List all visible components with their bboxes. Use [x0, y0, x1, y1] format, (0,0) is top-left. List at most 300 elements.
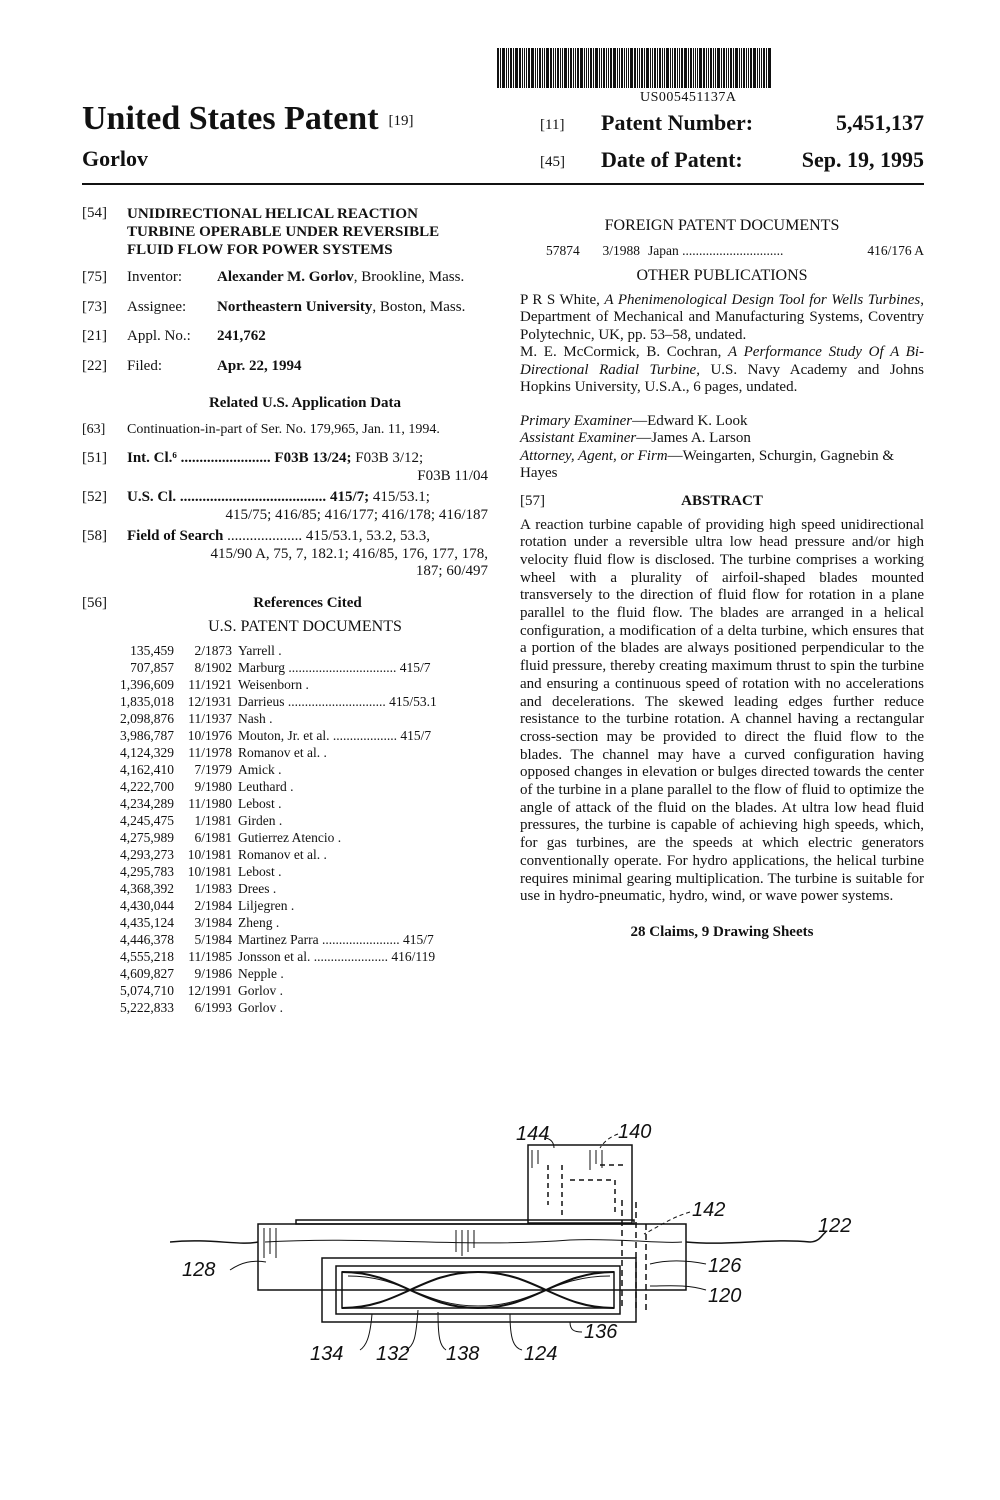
leader-142: [644, 1212, 690, 1234]
ref-124: 124: [524, 1343, 558, 1365]
field-54: [82, 205, 488, 259]
barcode-bar: [593, 48, 594, 88]
leader-128: [230, 1261, 266, 1270]
barcode-bar: [761, 48, 762, 88]
assistant-examiner: [520, 430, 924, 448]
barcode-bar: [735, 48, 738, 88]
date-code: [45]: [540, 154, 565, 170]
reference-date: 11/1985: [188, 948, 232, 964]
barcode-bar: [595, 48, 598, 88]
barcode-bar: [550, 48, 552, 88]
reference-number: 1,835,018: [120, 693, 174, 709]
barcode-bar: [681, 48, 683, 88]
barcode-bar: [739, 48, 740, 88]
reference-date: 6/1993: [194, 999, 232, 1015]
barcode-bar: [562, 48, 563, 88]
barcode-bar: [570, 48, 572, 88]
field-21-code: [21]: [82, 328, 107, 344]
field-63-code: [63]: [82, 421, 106, 437]
barcode-bar: [688, 48, 689, 88]
field-75: [82, 269, 488, 287]
reference-number: 4,446,378: [120, 931, 174, 947]
reference-row: [82, 744, 488, 761]
reference-number: 4,430,044: [120, 897, 174, 913]
barcode-bar: [659, 48, 661, 88]
pub2-author: M. E. McCormick, B. Cochran,: [520, 344, 729, 360]
barcode-bar: [730, 48, 732, 88]
barcode-bar: [641, 48, 643, 88]
barcode-bar: [519, 48, 521, 88]
shaft-hidden-lines: [622, 1200, 646, 1312]
barcode-bar: [666, 48, 669, 88]
us-cl-secondary: 415/53.1;: [369, 489, 430, 505]
patent-number-code: [11]: [540, 117, 565, 133]
patent-title-code: [19]: [388, 112, 414, 129]
ref-126: 126: [708, 1255, 742, 1277]
reference-date: 12/1991: [187, 982, 232, 998]
leader-140: [600, 1134, 618, 1148]
field-73-label: Assignee:: [127, 298, 187, 315]
barcode-bar: [670, 48, 671, 88]
ref-138: 138: [446, 1343, 480, 1365]
reference-row: [82, 778, 488, 795]
housing-hatch: [532, 1150, 602, 1170]
field-73-code: [73]: [82, 298, 107, 315]
barcode-bar: [693, 48, 694, 88]
barcode-bar: [502, 48, 505, 88]
field-75-code: [75]: [82, 269, 107, 285]
reference-row: [82, 931, 488, 948]
barcode-bar: [646, 48, 649, 88]
barcode-bar: [697, 48, 698, 88]
foreign-heading: FOREIGN PATENT DOCUMENTS: [604, 217, 840, 234]
barcode-bar: [624, 48, 625, 88]
reference-row: [82, 829, 488, 846]
field-52-code: [52]: [82, 489, 107, 505]
barcode-bar: [753, 48, 756, 88]
ref-128: 128: [182, 1259, 216, 1281]
barcode-bar: [637, 48, 638, 88]
field-of-search-label: Field of Search: [127, 528, 224, 544]
barcode-bar: [539, 48, 541, 88]
reference-date: 1/1981: [194, 812, 232, 828]
reference-author: Leuthard .: [238, 778, 294, 794]
primary-examiner: [520, 413, 924, 431]
barcode-bar: [577, 48, 579, 88]
continuation-text: Continuation-in-part of Ser. No. 179,965, Jan. 11, 1994.: [127, 421, 440, 437]
filed-date: Apr. 22, 1994: [217, 357, 302, 374]
barcode-bar: [524, 48, 525, 88]
reference-row: [82, 676, 488, 693]
us-docs-heading: U.S. PATENT DOCUMENTS: [208, 618, 402, 635]
reference-author: Mouton, Jr. et al. ................... 415/7: [238, 727, 432, 743]
assignee-place: , Boston, Mass.: [372, 298, 466, 315]
barcode-bar: [674, 48, 676, 88]
barcode-bar: [644, 48, 645, 88]
reference-row: [82, 642, 488, 659]
barcode-bar: [699, 48, 702, 88]
barcode-bar: [748, 48, 749, 88]
barcode-bar: [684, 48, 687, 88]
reference-number: 4,435,124: [120, 914, 174, 930]
reference-number: 2,098,876: [120, 710, 174, 726]
ref-140: 140: [618, 1121, 652, 1143]
barcode-bar: [613, 48, 616, 88]
field-54-code: [54]: [82, 205, 107, 221]
reference-number: 5,074,710: [120, 982, 174, 998]
field-22-label: Filed:: [127, 357, 163, 374]
reference-date: 10/1981: [187, 863, 232, 879]
barcode-bar: [743, 48, 745, 88]
barcode-bar: [750, 48, 752, 88]
reference-author: Lebost .: [238, 795, 282, 811]
ref-120: 120: [708, 1285, 742, 1307]
int-cl-secondary: F03B 3/12;: [351, 450, 424, 466]
barcode-bar: [690, 48, 692, 88]
reference-row: [82, 846, 488, 863]
reference-author: Weisenborn .: [238, 676, 309, 692]
barcode-bar: [560, 48, 561, 88]
reference-number: 4,124,329: [120, 744, 174, 760]
primary-examiner-label: Primary Examiner: [520, 412, 633, 429]
reference-author: Nash .: [238, 710, 273, 726]
barcode-bar: [657, 48, 658, 88]
barcode-bar: [603, 48, 605, 88]
reference-author: Liljegren .: [238, 897, 295, 913]
barcode-bar: [590, 48, 592, 88]
barcode-bar: [723, 48, 725, 88]
barcode-bar: [708, 48, 709, 88]
reference-number: 4,293,273: [120, 846, 174, 862]
barcode-bar: [526, 48, 527, 88]
left-column: [82, 205, 488, 1016]
barcode-bar: [710, 48, 712, 88]
reference-row: [82, 880, 488, 897]
patent-title: [82, 100, 414, 138]
invention-title: UNIDIRECTIONAL HELICAL REACTION TURBINE OPERABLE UNDER REVERSIBLE FLUID FLOW FOR POWER SYSTEMS: [127, 206, 440, 258]
reference-number: 4,368,392: [120, 880, 174, 896]
barcode-bar: [515, 48, 518, 88]
primary-examiner-name: —Edward K. Look: [632, 412, 748, 429]
inventor-name: Alexander M. Gorlov: [217, 269, 354, 285]
field-73: [82, 299, 488, 317]
reference-date: 2/1984: [194, 897, 232, 913]
barcode-bar: [628, 48, 629, 88]
us-cl-line2: 415/75; 416/85; 416/177; 416/178; 416/187: [225, 506, 488, 523]
barcode-bar: [757, 48, 758, 88]
barcode-bar: [650, 48, 651, 88]
abstract-heading: ABSTRACT: [681, 492, 763, 509]
barcode-bar: [634, 48, 636, 88]
barcode-bar: [586, 48, 587, 88]
reference-row: [82, 659, 488, 676]
barcode-bar: [741, 48, 742, 88]
attorney-name: —Weingarten, Schurgin, Gagnebin & Hayes: [520, 447, 895, 481]
barcode-bar: [728, 48, 729, 88]
reference-row: [82, 710, 488, 727]
reference-date: 10/1981: [187, 846, 232, 862]
barcode-bar: [599, 48, 600, 88]
reference-row: [82, 812, 488, 829]
patent-number-label: Patent Number:: [601, 110, 754, 135]
reference-date: 9/1980: [194, 778, 232, 794]
reference-author: Girden .: [238, 812, 283, 828]
barcode-bar: [726, 48, 727, 88]
references-heading: References Cited: [253, 594, 362, 611]
reference-number: 4,245,475: [120, 812, 174, 828]
reference-date: 1/1983: [194, 880, 232, 896]
patent-number: 5,451,137: [836, 110, 924, 135]
barcode-bar: [695, 48, 696, 88]
field-21-label: Appl. No.:: [127, 328, 191, 344]
reference-date: 11/1980: [188, 795, 232, 811]
reference-number: 135,459: [130, 642, 174, 658]
barcode-bar: [510, 48, 512, 88]
reference-author: Drees .: [238, 880, 277, 896]
reference-date: 10/1976: [187, 727, 232, 743]
barcode-bar: [544, 48, 545, 88]
reference-row: [82, 914, 488, 931]
reference-author: Zheng .: [238, 914, 280, 930]
barcode-bar: [584, 48, 585, 88]
reference-row: [82, 948, 488, 965]
barcode-bar: [546, 48, 549, 88]
field-56-code: [56]: [82, 594, 107, 611]
reference-row: [82, 897, 488, 914]
reference-author: Gorlov .: [238, 999, 283, 1015]
field-22-code: [22]: [82, 357, 107, 374]
barcode-bar: [601, 48, 602, 88]
barcode-bar: [610, 48, 612, 88]
field-56: [82, 595, 488, 613]
application-number: 241,762: [217, 328, 266, 344]
reference-row: [82, 795, 488, 812]
reference-author: Jonsson et al. ...................... 416/119: [238, 948, 436, 964]
housing-block: [528, 1145, 632, 1223]
barcode-bar: [715, 48, 716, 88]
pub1-title: A Phenimenological Design Tool for Wells Turbines: [604, 291, 921, 308]
field-of-search-line2: 415/90 A, 75, 7, 182.1; 416/85, 176, 177, 178,: [210, 545, 488, 562]
reference-row: [82, 727, 488, 744]
publication-2: [520, 344, 924, 397]
barcode-bar: [621, 48, 623, 88]
barcode: [497, 48, 923, 88]
field-63: [82, 421, 488, 439]
barcode-bar: [679, 48, 680, 88]
leader-138: [438, 1312, 446, 1350]
barcode-bar: [630, 48, 633, 88]
barcode-bar: [606, 48, 607, 88]
reference-date: 9/1986: [194, 965, 232, 981]
reference-number: 4,234,289: [120, 795, 174, 811]
ref-134: 134: [310, 1343, 344, 1365]
int-cl-primary: F03B 13/24;: [270, 450, 352, 466]
reference-date: 5/1984: [194, 931, 232, 947]
barcode-bar: [619, 48, 620, 88]
assistant-examiner-label: Assistant Examiner: [520, 430, 637, 446]
barcode-bar: [500, 48, 501, 88]
reference-author: Romanov et al. .: [238, 744, 327, 760]
field-58: [82, 528, 488, 581]
reference-date: 3/1984: [194, 914, 232, 930]
document-number: US005451137A: [640, 90, 737, 105]
barcode-bar: [617, 48, 618, 88]
reference-author: Gutierrez Atencio .: [238, 829, 342, 845]
leader-136: [570, 1322, 582, 1332]
pub1-author: P R S White,: [520, 291, 605, 308]
pub1-rest: , Department of Mechanical and Manufacturing Systems, Coventry Polytechnic, UK, pp. 53–58, undated.: [520, 291, 924, 343]
ref-144: 144: [516, 1123, 550, 1145]
barcode-bar: [768, 48, 771, 88]
field-52: [82, 489, 488, 524]
reference-date: 8/1902: [194, 659, 232, 675]
patent-title-text: United States Patent: [82, 100, 379, 137]
claims-count: 28 Claims, 9 Drawing Sheets: [630, 923, 814, 940]
abstract-text: A reaction turbine capable of providing high speed unidirectional rotation under a reversible ultra low head pressure and/or high velocity fluid flow is disclosed. The turbine comprises a working wheel with a plurality of airfoil-shaped blades mounted transversely to the direction of fluid flow for rotation in a plane parallel to the fluid flow. The blades are arranged in a helical configuration, a modification of a delta turbine, which ensures that a portion of the blades are always positioned perpendicular to the fluid pressure, thereby creating maximum thrust to spin the turbine and ensuring a continuous speed of rotation with no accelerations and decelerations. The skewed leading edges further reduce resistance to the turbine rotation. A channel having a rectangular cross-section may be provided to direct the fluid flow to the blades. The channel may have a curved configuration having opposed changes in elevation or bulges directed towards the center of the turbine in a plane parallel to the flow of fluid to optimize the angle of attack of the fluid on the blades. At ultra low head fluid pressures, the turbine is capable of achieving high speeds, which, for gas turbines, are the speeds at which electric generators conventionally operate. For hydro applications, the helical turbine requires minimal gearing multiplication. The turbine is suitable for use in hydro-pneumatic, hydro, wind, or wave power systems.: [520, 516, 924, 905]
field-57-code: [57]: [520, 492, 545, 509]
barcode-bar: [542, 48, 543, 88]
barcode-bar: [717, 48, 720, 88]
leader-134: [360, 1314, 372, 1350]
reference-author: Marburg ................................ 415/7: [238, 659, 431, 675]
barcode-bar: [713, 48, 714, 88]
barcode-bar: [573, 48, 574, 88]
reference-number: 4,162,410: [120, 761, 174, 777]
assignee-name: Northeastern University: [217, 298, 373, 315]
attorney-label: Attorney, Agent, or Firm: [520, 447, 668, 464]
leader-126: [650, 1261, 706, 1264]
pub2-rest: , U.S. Navy Academy and Johns Hopkins University, U.S.A., 6 pages, undated.: [520, 361, 924, 395]
reference-row: [82, 693, 488, 710]
reference-number: 3,986,787: [120, 727, 174, 743]
publication-1: [520, 292, 924, 345]
foreign-row: [520, 242, 924, 260]
reference-number: 4,275,989: [120, 829, 174, 845]
us-cl-primary: 415/7;: [326, 489, 370, 505]
barcode-bar: [531, 48, 534, 88]
foreign-class: 416/176 A: [867, 242, 924, 258]
reference-author: Darrieus ............................. 415/53.1: [238, 693, 437, 709]
ref-122: 122: [818, 1215, 852, 1237]
reference-row: [82, 965, 488, 982]
barcode-bar: [746, 48, 747, 88]
barcode-bar: [733, 48, 734, 88]
barcode-bar: [580, 48, 583, 88]
barcode-bar: [652, 48, 653, 88]
foreign-num: 57874: [546, 242, 580, 258]
reference-date: 11/1921: [188, 676, 232, 692]
reference-author: Nepple .: [238, 965, 284, 981]
barcode-bar: [497, 48, 499, 88]
barcode-bar: [662, 48, 663, 88]
reference-row: [82, 863, 488, 880]
barcode-bar: [513, 48, 514, 88]
reference-number: 4,222,700: [120, 778, 174, 794]
reference-number: 5,222,833: [120, 999, 174, 1015]
reference-date: 11/1978: [188, 744, 232, 760]
barcode-bar: [759, 48, 760, 88]
field-75-label: Inventor:: [127, 269, 182, 285]
reference-author: Romanov et al. .: [238, 846, 327, 862]
barcode-bar: [588, 48, 589, 88]
housing-hidden-lines: [548, 1165, 625, 1215]
barcode-bar: [766, 48, 767, 88]
date-of-patent: Sep. 19, 1995: [801, 147, 924, 172]
reference-date: 2/1873: [194, 642, 232, 658]
turbine-drawing: [170, 1120, 860, 1370]
barcode-bar: [537, 48, 538, 88]
attorney: [520, 448, 924, 483]
inventor-place: , Brookline, Mass.: [353, 269, 465, 285]
barcode-bar: [639, 48, 640, 88]
field-of-search-line3: 187; 60/497: [415, 563, 488, 579]
barcode-bar: [721, 48, 722, 88]
barcode-bar: [672, 48, 673, 88]
reference-number: 707,857: [130, 659, 174, 675]
ref-136: 136: [584, 1321, 618, 1343]
reference-date: 11/1937: [188, 710, 232, 726]
us-cl-label: U.S. Cl. .......................................: [127, 489, 327, 505]
pub2-title: A Performance Study Of A Bi-Directional Radial Turbine: [520, 344, 924, 378]
reference-row: [82, 761, 488, 778]
int-cl-line2: F03B 11/04: [417, 467, 488, 484]
reference-author: Lebost .: [238, 863, 282, 879]
field-51: [82, 450, 488, 485]
field-of-search-line1: .................... 415/53.1, 53.2, 53.3,: [223, 528, 431, 544]
reference-row: [82, 999, 488, 1016]
barcode-bar: [557, 48, 559, 88]
barcode-bar: [664, 48, 665, 88]
barcode-bar: [608, 48, 609, 88]
barcode-bar: [564, 48, 567, 88]
barcode-bar: [575, 48, 576, 88]
ref-142: 142: [692, 1199, 726, 1221]
reference-date: 7/1979: [194, 761, 232, 777]
header-rule: [82, 183, 924, 185]
reference-number: 1,396,609: [120, 676, 174, 692]
reference-date: 12/1931: [187, 693, 232, 709]
abstract-heading-row: [520, 493, 924, 513]
leader-124: [510, 1314, 522, 1350]
barcode-bar: [553, 48, 554, 88]
reference-number: 4,295,783: [120, 863, 174, 879]
reference-date: 6/1981: [194, 829, 232, 845]
int-cl-label: Int. Cl.⁶ ........................: [127, 450, 271, 466]
assistant-examiner-name: —James A. Larson: [636, 430, 751, 446]
barcode-bar: [528, 48, 530, 88]
reference-number: 4,555,218: [120, 948, 174, 964]
field-22: [82, 358, 488, 376]
barcode-bar: [703, 48, 705, 88]
field-21: [82, 328, 488, 346]
barcode-bar: [763, 48, 765, 88]
barcode-bar: [706, 48, 707, 88]
reference-author: Yarrell .: [238, 642, 282, 658]
ref-132: 132: [376, 1343, 410, 1365]
field-51-code: [51]: [82, 450, 107, 466]
reference-author: Martinez Parra ....................... 415/7: [238, 931, 434, 947]
barcode-bar: [677, 48, 678, 88]
foreign-date: 3/1988: [602, 242, 640, 258]
reference-row: [82, 982, 488, 999]
reference-author: Gorlov .: [238, 982, 283, 998]
channel-hatch: [264, 1228, 474, 1258]
barcode-bar: [535, 48, 536, 88]
right-column: [520, 217, 924, 941]
barcode-bar: [508, 48, 509, 88]
related-heading: Related U.S. Application Data: [208, 395, 402, 411]
inventor-surname: Gorlov: [82, 146, 148, 171]
